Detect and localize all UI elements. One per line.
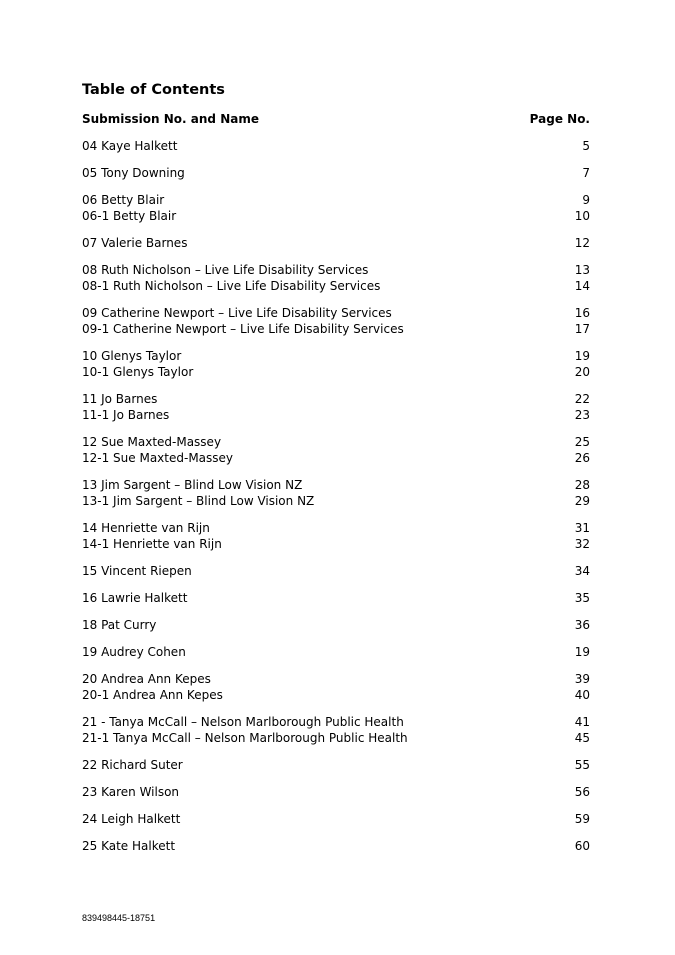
toc-entry: [82, 138, 590, 154]
document-reference: 839498445-18751: [82, 913, 156, 923]
toc-group: [82, 477, 590, 509]
toc-entry: [82, 493, 590, 509]
toc-entry: [82, 838, 590, 854]
toc-entry: [82, 784, 590, 800]
toc-group: [82, 838, 590, 854]
submission-name: 10 Glenys Taylor: [82, 349, 182, 363]
submission-name: 06-1 Betty Blair: [82, 209, 177, 223]
toc-entry: [82, 714, 590, 730]
submission-name: 12-1 Sue Maxted-Massey: [82, 451, 234, 465]
page-number: 60: [574, 839, 590, 853]
toc-group: [82, 617, 590, 633]
toc-group: [82, 434, 590, 466]
submission-name: 25 Kate Halkett: [82, 839, 176, 853]
page-number: 19: [574, 645, 590, 659]
toc-group: [82, 714, 590, 746]
submission-name: 23 Karen Wilson: [82, 785, 180, 799]
submission-name: 11-1 Jo Barnes: [82, 408, 170, 422]
page-number: 13: [574, 263, 590, 277]
toc-entry: [82, 262, 590, 278]
submission-name: 15 Vincent Riepen: [82, 564, 192, 578]
submission-name: 09 Catherine Newport – Live Life Disability Services: [82, 306, 392, 320]
page-number: 29: [574, 494, 590, 508]
page-column-header: Page No.: [529, 112, 590, 126]
toc-entry: [82, 687, 590, 703]
toc-entry: [82, 434, 590, 450]
page-number: 41: [574, 715, 590, 729]
toc-group: [82, 192, 590, 224]
page-number: 36: [574, 618, 590, 632]
toc-entry: [82, 208, 590, 224]
page-number: 23: [574, 408, 590, 422]
page-number: 9: [582, 193, 590, 207]
page-number: 7: [582, 166, 590, 180]
page-number: 28: [574, 478, 590, 492]
toc-entry: [82, 671, 590, 687]
toc-header-row: [82, 111, 590, 127]
toc-entry: [82, 563, 590, 579]
submission-name: 11 Jo Barnes: [82, 392, 158, 406]
page-number: 34: [574, 564, 590, 578]
submission-name: 08 Ruth Nicholson – Live Life Disability Services: [82, 263, 369, 277]
page-number: 5: [582, 139, 590, 153]
page-number: 16: [574, 306, 590, 320]
page-number: 14: [574, 279, 590, 293]
page-number: 35: [574, 591, 590, 605]
submission-name: 14 Henriette van Rijn: [82, 521, 210, 535]
toc-entry: [82, 321, 590, 337]
submission-name: 09-1 Catherine Newport – Live Life Disability Services: [82, 322, 404, 336]
page-number: 40: [574, 688, 590, 702]
page-number: 19: [574, 349, 590, 363]
submission-name: 21-1 Tanya McCall – Nelson Marlborough Public Health: [82, 731, 408, 745]
submission-name: 20 Andrea Ann Kepes: [82, 672, 211, 686]
toc-entry: [82, 536, 590, 552]
submission-name: 21 - Tanya McCall – Nelson Marlborough Public Health: [82, 715, 404, 729]
toc-group: [82, 757, 590, 773]
toc-entry: [82, 450, 590, 466]
submission-name: 13 Jim Sargent – Blind Low Vision NZ: [82, 478, 303, 492]
toc-entries: [82, 138, 590, 865]
toc-entry: [82, 348, 590, 364]
toc-group: [82, 235, 590, 251]
toc-group: [82, 391, 590, 423]
page-number: 45: [574, 731, 590, 745]
submission-name: 24 Leigh Halkett: [82, 812, 181, 826]
page-number: 56: [574, 785, 590, 799]
toc-group: [82, 138, 590, 154]
page-number: 20: [574, 365, 590, 379]
toc-entry: [82, 644, 590, 660]
name-column-header: Submission No. and Name: [82, 112, 259, 126]
submission-name: 16 Lawrie Halkett: [82, 591, 188, 605]
submission-name: 07 Valerie Barnes: [82, 236, 188, 250]
toc-group: [82, 590, 590, 606]
submission-name: 08-1 Ruth Nicholson – Live Life Disability Services: [82, 279, 381, 293]
toc-group: [82, 262, 590, 294]
toc-group: [82, 644, 590, 660]
page-number: 26: [574, 451, 590, 465]
toc-group: [82, 305, 590, 337]
page-number: 59: [574, 812, 590, 826]
page-number: 31: [574, 521, 590, 535]
submission-name: 05 Tony Downing: [82, 166, 185, 180]
submission-name: 04 Kaye Halkett: [82, 139, 178, 153]
toc-entry: [82, 278, 590, 294]
toc-entry: [82, 520, 590, 536]
submission-name: 12 Sue Maxted-Massey: [82, 435, 222, 449]
page-number: 10: [574, 209, 590, 223]
toc-entry: [82, 391, 590, 407]
submission-name: 18 Pat Curry: [82, 618, 157, 632]
page-number: 39: [574, 672, 590, 686]
toc-entry: [82, 305, 590, 321]
toc-group: [82, 811, 590, 827]
toc-group: [82, 563, 590, 579]
submission-name: 22 Richard Suter: [82, 758, 183, 772]
toc-group: [82, 671, 590, 703]
toc-entry: [82, 590, 590, 606]
page-number: 25: [574, 435, 590, 449]
page-title: Table of Contents: [82, 82, 225, 98]
toc-entry: [82, 192, 590, 208]
toc-entry: [82, 757, 590, 773]
toc-entry: [82, 165, 590, 181]
submission-name: 06 Betty Blair: [82, 193, 165, 207]
toc-group: [82, 784, 590, 800]
submission-name: 13-1 Jim Sargent – Blind Low Vision NZ: [82, 494, 315, 508]
page-number: 55: [574, 758, 590, 772]
toc-entry: [82, 617, 590, 633]
toc-entry: [82, 811, 590, 827]
page-number: 22: [574, 392, 590, 406]
submission-name: 14-1 Henriette van Rijn: [82, 537, 222, 551]
toc-entry: [82, 407, 590, 423]
toc-entry: [82, 235, 590, 251]
page-number: 17: [574, 322, 590, 336]
page-number: 12: [574, 236, 590, 250]
page-number: 32: [574, 537, 590, 551]
toc-entry: [82, 477, 590, 493]
submission-name: 10-1 Glenys Taylor: [82, 365, 194, 379]
toc-group: [82, 165, 590, 181]
submission-name: 19 Audrey Cohen: [82, 645, 186, 659]
toc-group: [82, 520, 590, 552]
toc-group: [82, 348, 590, 380]
submission-name: 20-1 Andrea Ann Kepes: [82, 688, 223, 702]
toc-entry: [82, 364, 590, 380]
toc-entry: [82, 730, 590, 746]
